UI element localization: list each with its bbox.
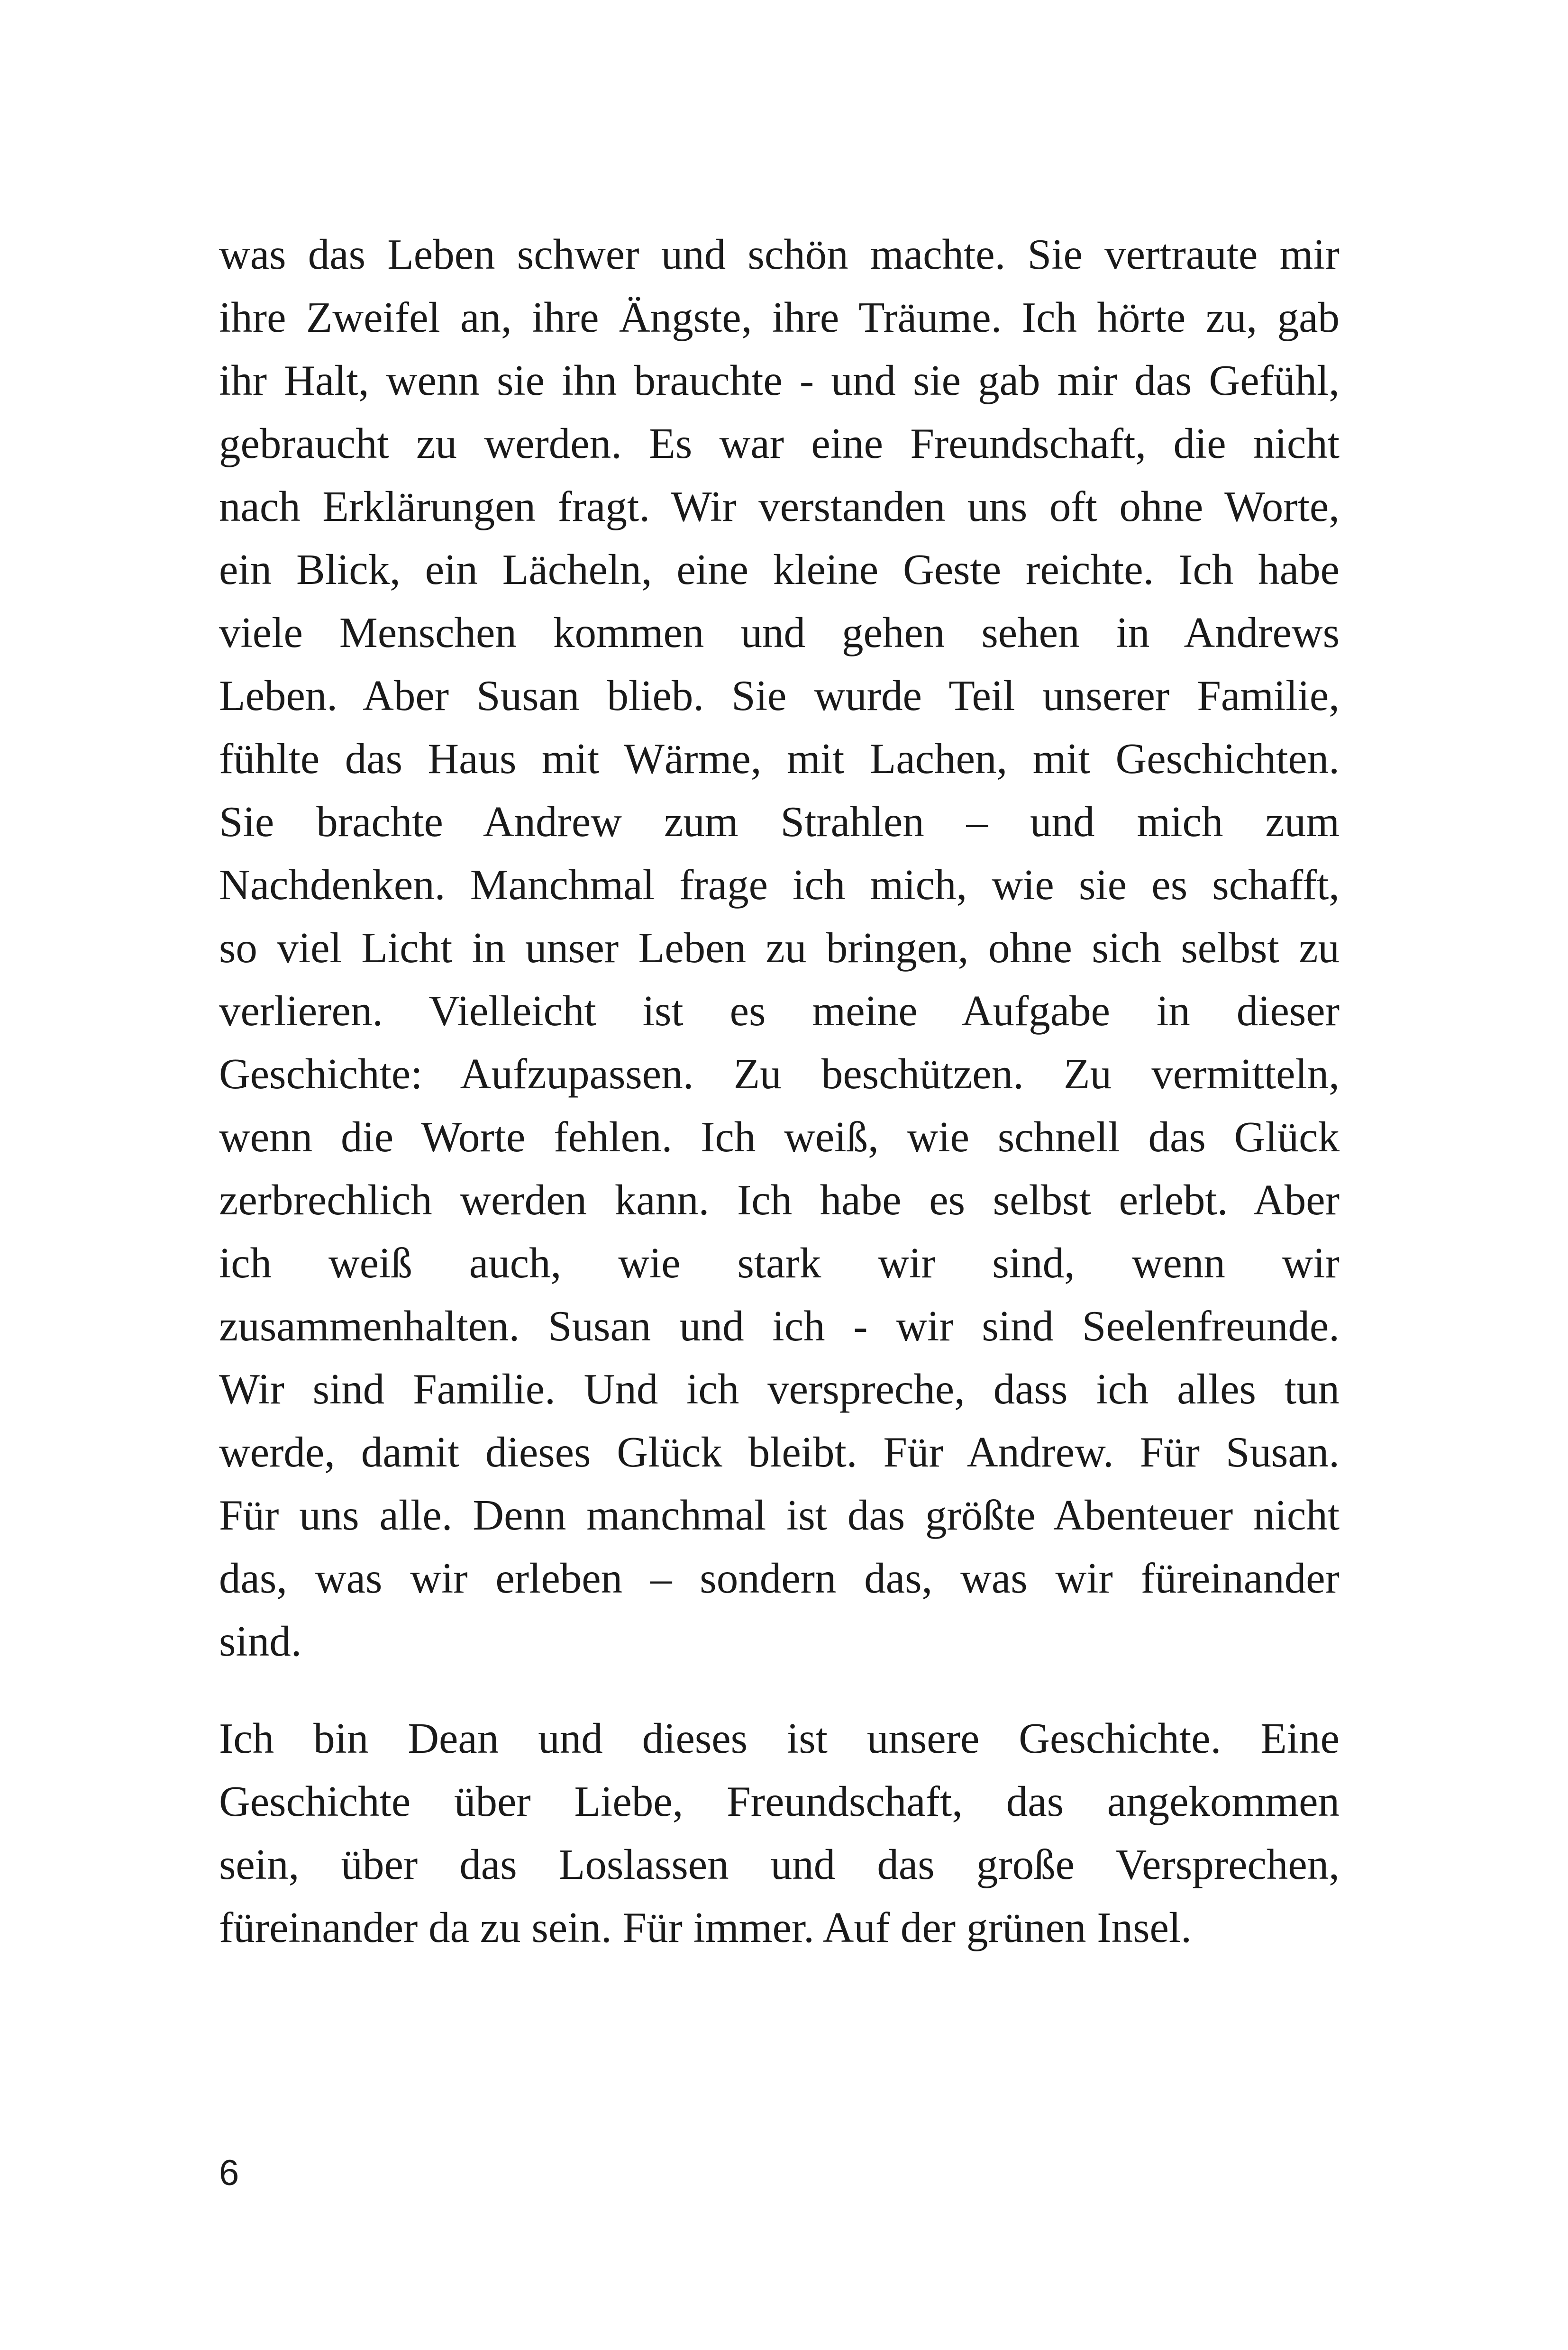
text-line: Für uns alle. Denn manchmal ist das größte Abenteuer nicht bbox=[219, 1491, 1340, 1539]
text-line: zerbrechlich werden kann. Ich habe es selbst erlebt. Aber bbox=[219, 1176, 1340, 1224]
text-line: wenn die Worte fehlen. Ich weiß, wie schnell das Glück bbox=[219, 1113, 1340, 1161]
text-line: Leben. Aber Susan blieb. Sie wurde Teil unserer Familie, bbox=[219, 672, 1340, 720]
text-line: Geschichte: Aufzupassen. Zu beschützen. Zu vermitteln, bbox=[219, 1050, 1340, 1098]
text-line: ein Blick, ein Lächeln, eine kleine Geste reichte. Ich habe bbox=[219, 546, 1340, 593]
text-line: Geschichte über Liebe, Freundschaft, das angekommen bbox=[219, 1777, 1340, 1825]
text-line: sein, über das Loslassen und das große Versprechen, bbox=[219, 1840, 1340, 1888]
text-line: füreinander da zu sein. Für immer. Auf der grünen Insel. bbox=[219, 1904, 1192, 1951]
text-line: ihre Zweifel an, ihre Ängste, ihre Träume. Ich hörte zu, gab bbox=[219, 293, 1340, 341]
text-line: ich weiß auch, wie stark wir sind, wenn wir bbox=[219, 1239, 1340, 1287]
text-line: werde, damit dieses Glück bleibt. Für Andrew. Für Susan. bbox=[219, 1428, 1340, 1476]
text-line: nach Erklärungen fragt. Wir verstanden uns oft ohne Worte, bbox=[219, 483, 1340, 530]
text-line: ihr Halt, wenn sie ihn brauchte - und sie gab mir das Gefühl, bbox=[219, 356, 1340, 404]
text-line: Sie brachte Andrew zum Strahlen – und mich zum bbox=[219, 798, 1340, 846]
text-line: viele Menschen kommen und gehen sehen in Andrews bbox=[219, 609, 1340, 656]
text-line: so viel Licht in unser Leben zu bringen, ohne sich selbst zu bbox=[219, 924, 1340, 972]
text-line: Ich bin Dean und dieses ist unsere Geschichte. Eine bbox=[219, 1714, 1340, 1762]
text-line: Wir sind Familie. Und ich verspreche, dass ich alles tun bbox=[219, 1365, 1340, 1413]
text-line: verlieren. Vielleicht ist es meine Aufgabe in dieser bbox=[219, 987, 1340, 1035]
text-line: das, was wir erleben – sondern das, was wir füreinander bbox=[219, 1554, 1340, 1602]
text-line: was das Leben schwer und schön machte. Sie vertraute mir bbox=[219, 230, 1340, 278]
text-line: zusammenhalten. Susan und ich - wir sind Seelenfreunde. bbox=[219, 1302, 1340, 1350]
text-line: fühlte das Haus mit Wärme, mit Lachen, mit Geschichten. bbox=[219, 735, 1340, 783]
text-line: sind. bbox=[219, 1617, 302, 1665]
text-line: gebraucht zu werden. Es war eine Freundschaft, die nicht bbox=[219, 419, 1340, 467]
text-line: Nachdenken. Manchmal frage ich mich, wie sie es schafft, bbox=[219, 861, 1340, 909]
body-paragraph-1 bbox=[219, 223, 1340, 1673]
body-paragraph-2 bbox=[219, 1707, 1340, 1959]
page-number: 6 bbox=[219, 2153, 239, 2193]
